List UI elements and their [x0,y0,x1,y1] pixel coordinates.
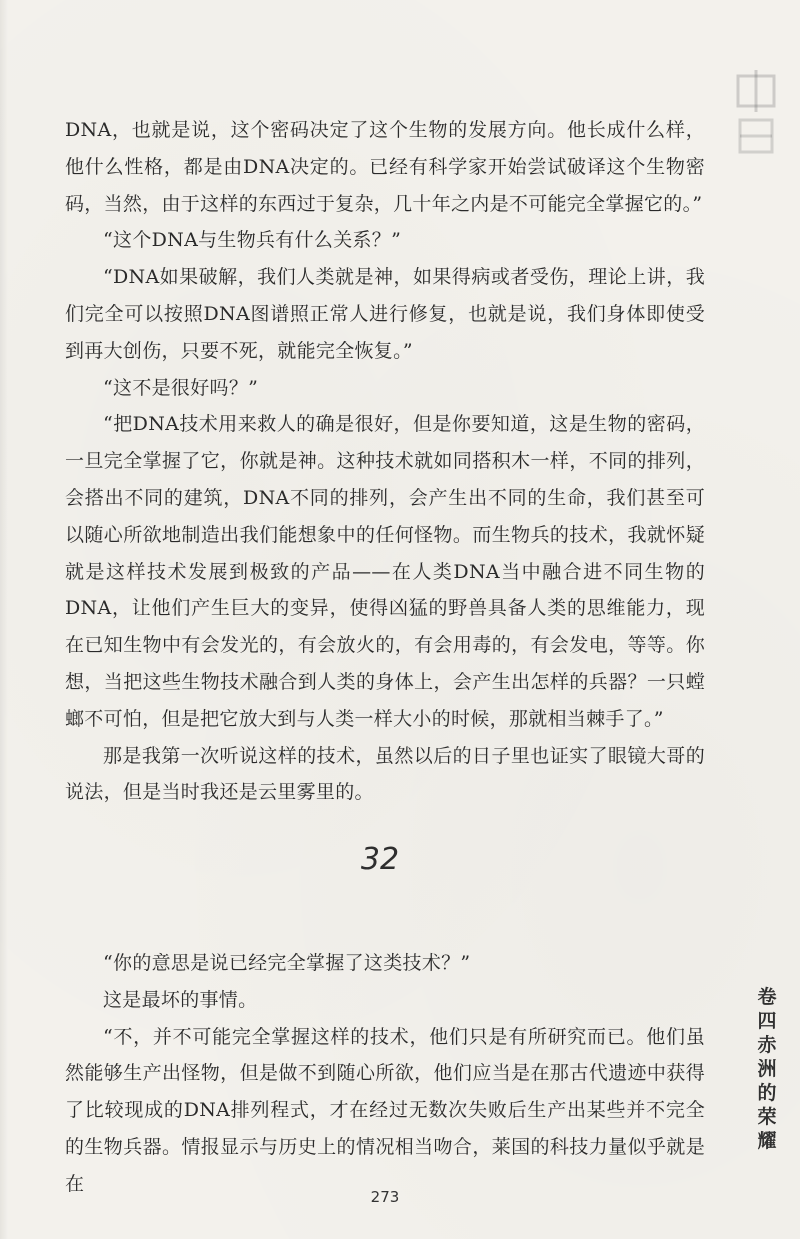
paragraph: 那是我第一次听说这样的技术，虽然以后的日子里也证实了眼镜大哥的说法，但是当时我还是云里雾里的。 [65,744,705,804]
page-number: 273 [370,1188,400,1206]
paragraph: “DNA如果破解，我们人类就是神，如果得病或者受伤，理论上讲，我们完全可以按照DNA图谱照正常人进行修复，也就是说，我们身体即使受到再大创伤，只要不死，就能完全恢复。” [65,266,705,362]
chapter-number: 32 [360,842,400,877]
paragraph: 这是最坏的事情。 [103,988,258,1011]
paragraph: “这个DNA与生物兵有什么关系？” [103,229,402,252]
paragraph: DNA，也就是说，这个密码决定了这个生物的发展方向。他长成什么样，他什么性格，都是由DNA决定的。已经有科学家开始尝试破译这个生物密码，当然，由于这样的东西过于复杂，几十年之内是不可能完全掌握它的。” [65,119,705,215]
decorative-corner-mark [732,70,782,160]
volume-side-title: 卷四 赤洲的荣耀 [757,986,777,1152]
paragraph: “这不是很好吗？” [103,376,259,399]
main-text-bottom [65,945,705,1203]
paragraph: “你的意思是说已经完全掌握了这类技术？” [103,952,471,974]
corner-ornament-icon [732,70,782,160]
paragraph: “把DNA技术用来救人的确是很好，但是你要知道，这是生物的密码，一旦完全掌握了它，你就是神。这种技术就如同搭积木一样，不同的排列，会搭出不同的建筑，DNA不同的排列，会产生出不同的生命，我们甚至可以随心所欲地制造出我们能想象中的任何怪物。而生物兵的技术，我就怀疑就是这样技术发展到极致的产品——在人类DNA当中融合进不同生物的DNA，让他们产生巨大的变异，使得凶猛的野兽具备人类的思维能力，现在已知生物中有会发光的，有会放火的，有会用毒的，有会发电，等等。你想，当把这些生物技术融合到人类的身体上，会产生出怎样的兵器？一只螳螂不可怕，但是把它放大到与人类一样大小的时候，那就相当棘手了。” [65,413,705,730]
binding-shadow [0,0,8,1239]
paragraph: “不，并不可能完全掌握这样的技术，他们只是有所研究而已。他们虽然能够生产出怪物，但是做不到随心所欲，他们应当是在那古代遗迹中获得了比较现成的DNA排列程式，才在经过无数次失败后生产出某些并不完全的生物兵器。情报显示与历史上的情况相当吻合，莱国的科技力量似乎就是在 [65,1025,705,1195]
main-text-top [65,112,705,811]
